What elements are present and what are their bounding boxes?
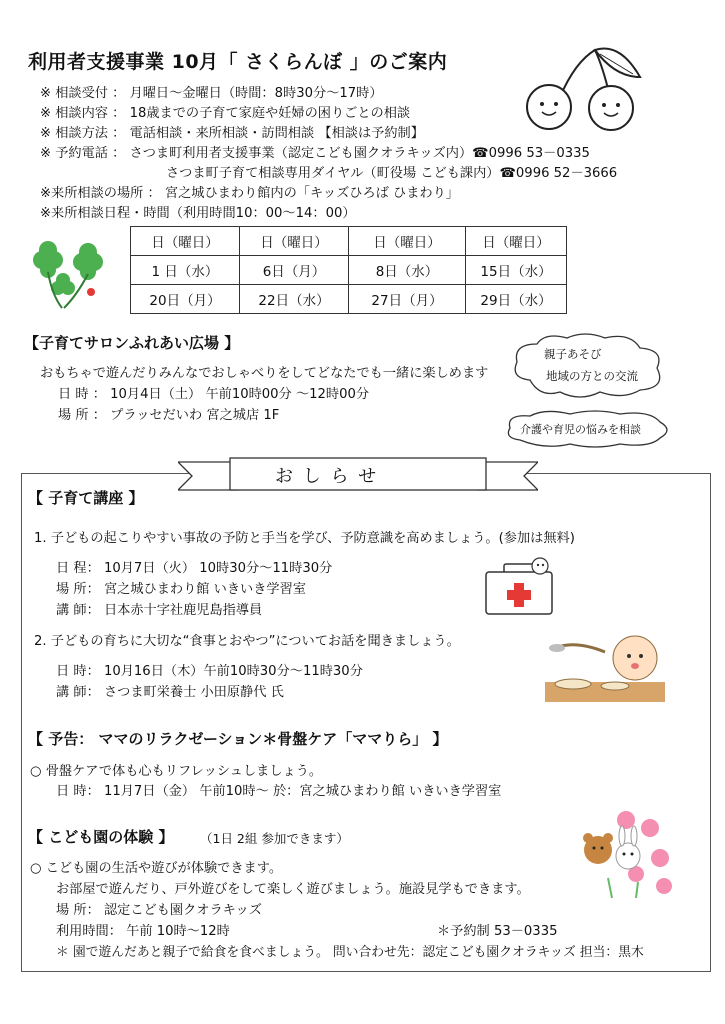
info-line-content: ※ 相談内容 ： 18歳までの子育て家庭や妊婦の困りごとの相談 <box>40 106 411 121</box>
table-cell: 22日（水） <box>240 285 349 314</box>
info-line-reception: ※ 相談受付 ： 月曜日～金曜日（時間：8時30分～17時） <box>40 86 383 101</box>
clover-icon <box>22 240 112 310</box>
table-row <box>131 227 567 256</box>
page-title: 利用者支援事業 10月「 さくらんぼ 」のご案内 <box>28 51 448 73</box>
salon-heading: 【子育てサロンふれあい広場 】 <box>24 334 240 352</box>
cloud-text-1: 親子あそび <box>544 347 602 361</box>
table-cell: 27日（月） <box>349 285 466 314</box>
info-line-phone2: さつま町子育て相談専用ダイヤル（町役場 こども課内）☎0996 52－3666 <box>166 166 618 181</box>
info-line-location: ※来所相談の場所 ： 宮之城ひまわり館内の「キッズひろば ひまわり」 <box>40 186 459 201</box>
course-item1-date: 日 程： 10月7日（火） 10時30分～11時30分 <box>56 561 333 576</box>
course-heading: 【 子育て講座 】 <box>28 489 144 507</box>
table-header-cell: 日（曜日） <box>349 227 466 256</box>
preview-line1: ○ 骨盤ケアで体も心もリフレッシュしましょう。 <box>30 764 323 779</box>
table-row <box>131 256 567 285</box>
first-aid-box-icon <box>482 556 562 618</box>
nursery-line1: ○ こども園の生活や遊びが体験できます。 <box>30 861 283 876</box>
speech-cloud <box>505 330 670 402</box>
preview-heading: 【 予告： ママのリラクゼーション＊骨盤ケア「ママりら」 】 <box>28 730 448 748</box>
course-item2-teacher: 講 師： さつま町栄養士 小田原静代 氏 <box>56 685 284 700</box>
cloud-text-3: 介護や育児の悩みを相談 <box>520 423 641 436</box>
course-item1-place: 場 所： 宮之城ひまわり館 いきいき学習室 <box>56 582 306 597</box>
nursery-line3: 場 所： 認定こども園クオラキッズ <box>56 903 262 918</box>
table-cell: 29日（水） <box>466 285 567 314</box>
salon-date: 日 時 ： 10月4日（土） 午前10時00分 ～12時00分 <box>58 387 370 402</box>
course-item2-date: 日 時： 10月16日（木）午前10時30分～11時30分 <box>56 664 363 679</box>
course-item1: 1. 子どもの起こりやすい事故の予防と手当を学び、予防意識を高めましょう。(参加は無料) <box>34 531 575 546</box>
schedule-table <box>130 226 567 314</box>
table-header-cell: 日（曜日） <box>131 227 240 256</box>
table-header-cell: 日（曜日） <box>466 227 567 256</box>
nursery-line4-reservation: ＊予約制 53－0335 <box>437 924 558 939</box>
cloud-text-2: 地域の方との交流 <box>546 369 638 383</box>
banner-title: お し ら せ <box>275 466 379 487</box>
table-cell: 6日（月） <box>240 256 349 285</box>
table-cell: 15日（水） <box>466 256 567 285</box>
nursery-line4-time: 利用時間： 午前 10時～12時 <box>56 924 230 939</box>
info-line-method: ※ 相談方法 ： 電話相談・来所相談・訪問相談 【相談は予約制】 <box>40 126 424 141</box>
table-cell: 20日（月） <box>131 285 240 314</box>
nursery-line2: お部屋で遊んだり、戸外遊びをして楽しく遊びましょう。施設見学もできます。 <box>56 882 530 897</box>
preview-line2: 日 時： 11月7日（金） 午前10時～ 於：宮之城ひまわり館 いきいき学習室 <box>56 784 502 799</box>
cherry-icon <box>515 42 645 132</box>
salon-place: 場 所 ： プラッセだいわ 宮之城店 1F <box>58 408 280 423</box>
nursery-heading: 【 こども園の体験 】 <box>28 828 174 846</box>
table-header-cell: 日（曜日） <box>240 227 349 256</box>
info-line-phone: ※ 予約電話 ： さつま町利用者支援事業（認定こども園クオラキッズ内）☎0996 53－0335 <box>40 146 590 161</box>
table-cell: 1 日（水） <box>131 256 240 285</box>
nursery-line5: ＊ 園で遊んだあと親子で給食を食べましょう。 問い合わせ先：認定こども園クオラキッズ 担当：黒木 <box>56 945 644 960</box>
course-item1-teacher: 講 師： 日本赤十字社鹿児島指導員 <box>56 603 263 618</box>
table-row <box>131 285 567 314</box>
nursery-heading-note: （1日 2組 参加できます） <box>200 831 349 846</box>
baby-eating-icon <box>545 630 665 702</box>
table-cell: 8日（水） <box>349 256 466 285</box>
course-item2: 2. 子どもの育ちに大切な“食事とおやつ”についてお話を聞きましょう。 <box>34 634 460 649</box>
bear-rabbit-flowers-icon <box>578 808 678 900</box>
info-line-schedule: ※来所相談日程・時間（利用時間10：00～14：00） <box>40 206 356 221</box>
salon-description: おもちゃで遊んだりみんなでおしゃべりをしてどなたでも一緒に楽しめます <box>40 366 489 381</box>
